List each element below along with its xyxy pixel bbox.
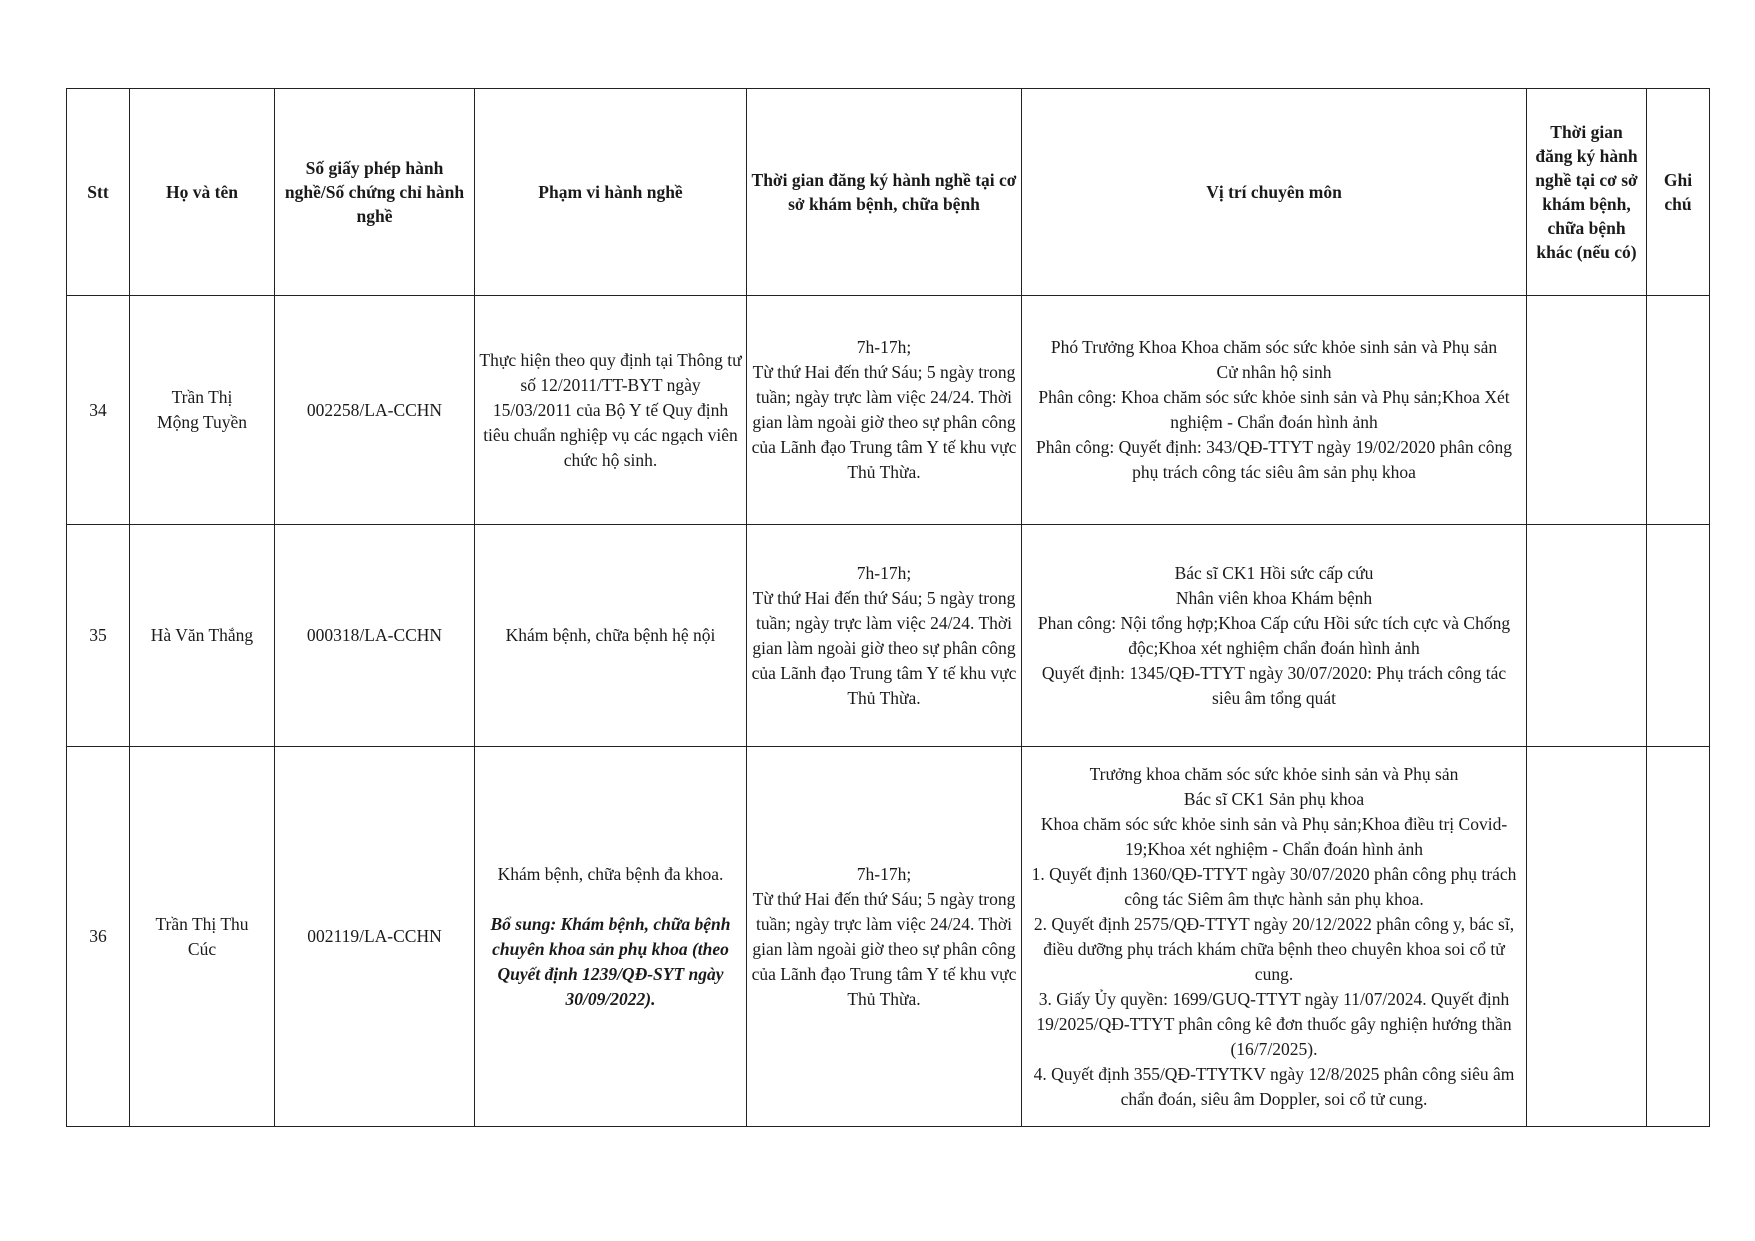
column-header-note: Ghi chú — [1647, 89, 1710, 296]
column-header-license: Số giấy phép hành nghề/Số chứng chỉ hành nghề — [275, 89, 475, 296]
cell-other-time — [1527, 296, 1647, 525]
column-header-scope: Phạm vi hành nghề — [475, 89, 747, 296]
cell-position: Bác sĩ CK1 Hồi sức cấp cứu Nhân viên khoa Khám bệnh Phan công: Nội tổng hợp;Khoa Cấp cứu Hồi sức tích cực và Chống độc;Khoa xét nghiệm chẩn đoán hình ảnh Quyết định: 1345/QĐ-TTYT ngày 30/07/2020: Phụ trách công tác siêu âm tổng quát — [1022, 525, 1527, 747]
table-row — [67, 525, 1710, 747]
cell-other-time — [1527, 525, 1647, 747]
column-header-stt: Stt — [67, 89, 130, 296]
practitioner-registry-table — [66, 88, 1710, 1127]
column-header-other-time: Thời gian đăng ký hành nghề tại cơ sở khám bệnh, chữa bệnh khác (nếu có) — [1527, 89, 1647, 296]
cell-license: 002119/LA-CCHN — [275, 747, 475, 1127]
column-header-name: Họ và tên — [130, 89, 275, 296]
cell-scope — [475, 747, 747, 1127]
cell-scope: Khám bệnh, chữa bệnh hệ nội — [475, 525, 747, 747]
cell-license: 002258/LA-CCHN — [275, 296, 475, 525]
scope-main-text: Khám bệnh, chữa bệnh đa khoa. — [497, 863, 724, 884]
cell-note — [1647, 296, 1710, 525]
cell-time: 7h-17h; Từ thứ Hai đến thứ Sáu; 5 ngày trong tuần; ngày trực làm việc 24/24. Thời gian làm ngoài giờ theo sự phân công của Lãnh đạo Trung tâm Y tế khu vực Thủ Thừa. — [747, 747, 1022, 1127]
column-header-position: Vị trí chuyên môn — [1022, 89, 1527, 296]
cell-license: 000318/LA-CCHN — [275, 525, 475, 747]
cell-time: 7h-17h; Từ thứ Hai đến thứ Sáu; 5 ngày trong tuần; ngày trực làm việc 24/24. Thời gian làm ngoài giờ theo sự phân công của Lãnh đạo Trung tâm Y tế khu vực Thủ Thừa. — [747, 296, 1022, 525]
scope-supplement-text: Bổ sung: Khám bệnh, chữa bệnh chuyên khoa sản phụ khoa (theo Quyết định 1239/QĐ-SYT ngày 30/09/2022). — [490, 913, 731, 1009]
cell-name: Hà Văn Thắng — [130, 525, 275, 747]
cell-name: Trần Thị Mộng Tuyền — [130, 296, 275, 525]
cell-stt: 34 — [67, 296, 130, 525]
cell-note — [1647, 525, 1710, 747]
table-header-row — [67, 89, 1710, 296]
column-header-time: Thời gian đăng ký hành nghề tại cơ sở khám bệnh, chữa bệnh — [747, 89, 1022, 296]
cell-note — [1647, 747, 1710, 1127]
cell-stt: 36 — [67, 747, 130, 1127]
cell-time: 7h-17h; Từ thứ Hai đến thứ Sáu; 5 ngày trong tuần; ngày trực làm việc 24/24. Thời gian làm ngoài giờ theo sự phân công của Lãnh đạo Trung tâm Y tế khu vực Thủ Thừa. — [747, 525, 1022, 747]
cell-stt: 35 — [67, 525, 130, 747]
table-row — [67, 296, 1710, 525]
cell-position: Phó Trưởng Khoa Khoa chăm sóc sức khỏe sinh sản và Phụ sản Cử nhân hộ sinh Phân công: Khoa chăm sóc sức khỏe sinh sản và Phụ sản;Khoa Xét nghiệm - Chẩn đoán hình ảnh Phân công: Quyết định: 343/QĐ-TTYT ngày 19/02/2020 phân công phụ trách công tác siêu âm sản phụ khoa — [1022, 296, 1527, 525]
cell-scope: Thực hiện theo quy định tại Thông tư số 12/2011/TT-BYT ngày 15/03/2011 của Bộ Y tế Quy định tiêu chuẩn nghiệp vụ các ngạch viên chức hộ sinh. — [475, 296, 747, 525]
cell-position: Trưởng khoa chăm sóc sức khỏe sinh sản và Phụ sản Bác sĩ CK1 Sản phụ khoa Khoa chăm sóc sức khỏe sinh sản và Phụ sản;Khoa điều trị Covid-19;Khoa xét nghiệm - Chẩn đoán hình ảnh 1. Quyết định 1360/QĐ-TTYT ngày 30/07/2020 phân công phụ trách công tác Siêm âm thực hành sản phụ khoa. 2. Quyết định 2575/QĐ-TTYT ngày 20/12/2022 phân công y, bác sĩ, điều dưỡng phụ trách khám chữa bệnh theo chuyên khoa soi cổ tử cung. 3. Giấy Ủy quyền: 1699/GUQ-TTYT ngày 11/07/2024. Quyết định 19/2025/QĐ-TTYT phân công kê đơn thuốc gây nghiện hướng thần (16/7/2025). 4. Quyết định 355/QĐ-TTYTKV ngày 12/8/2025 phân công siêu âm chẩn đoán, siêu âm Doppler, soi cổ tử cung. — [1022, 747, 1527, 1127]
cell-name: Trần Thị Thu Cúc — [130, 747, 275, 1127]
table-row — [67, 747, 1710, 1127]
cell-other-time — [1527, 747, 1647, 1127]
